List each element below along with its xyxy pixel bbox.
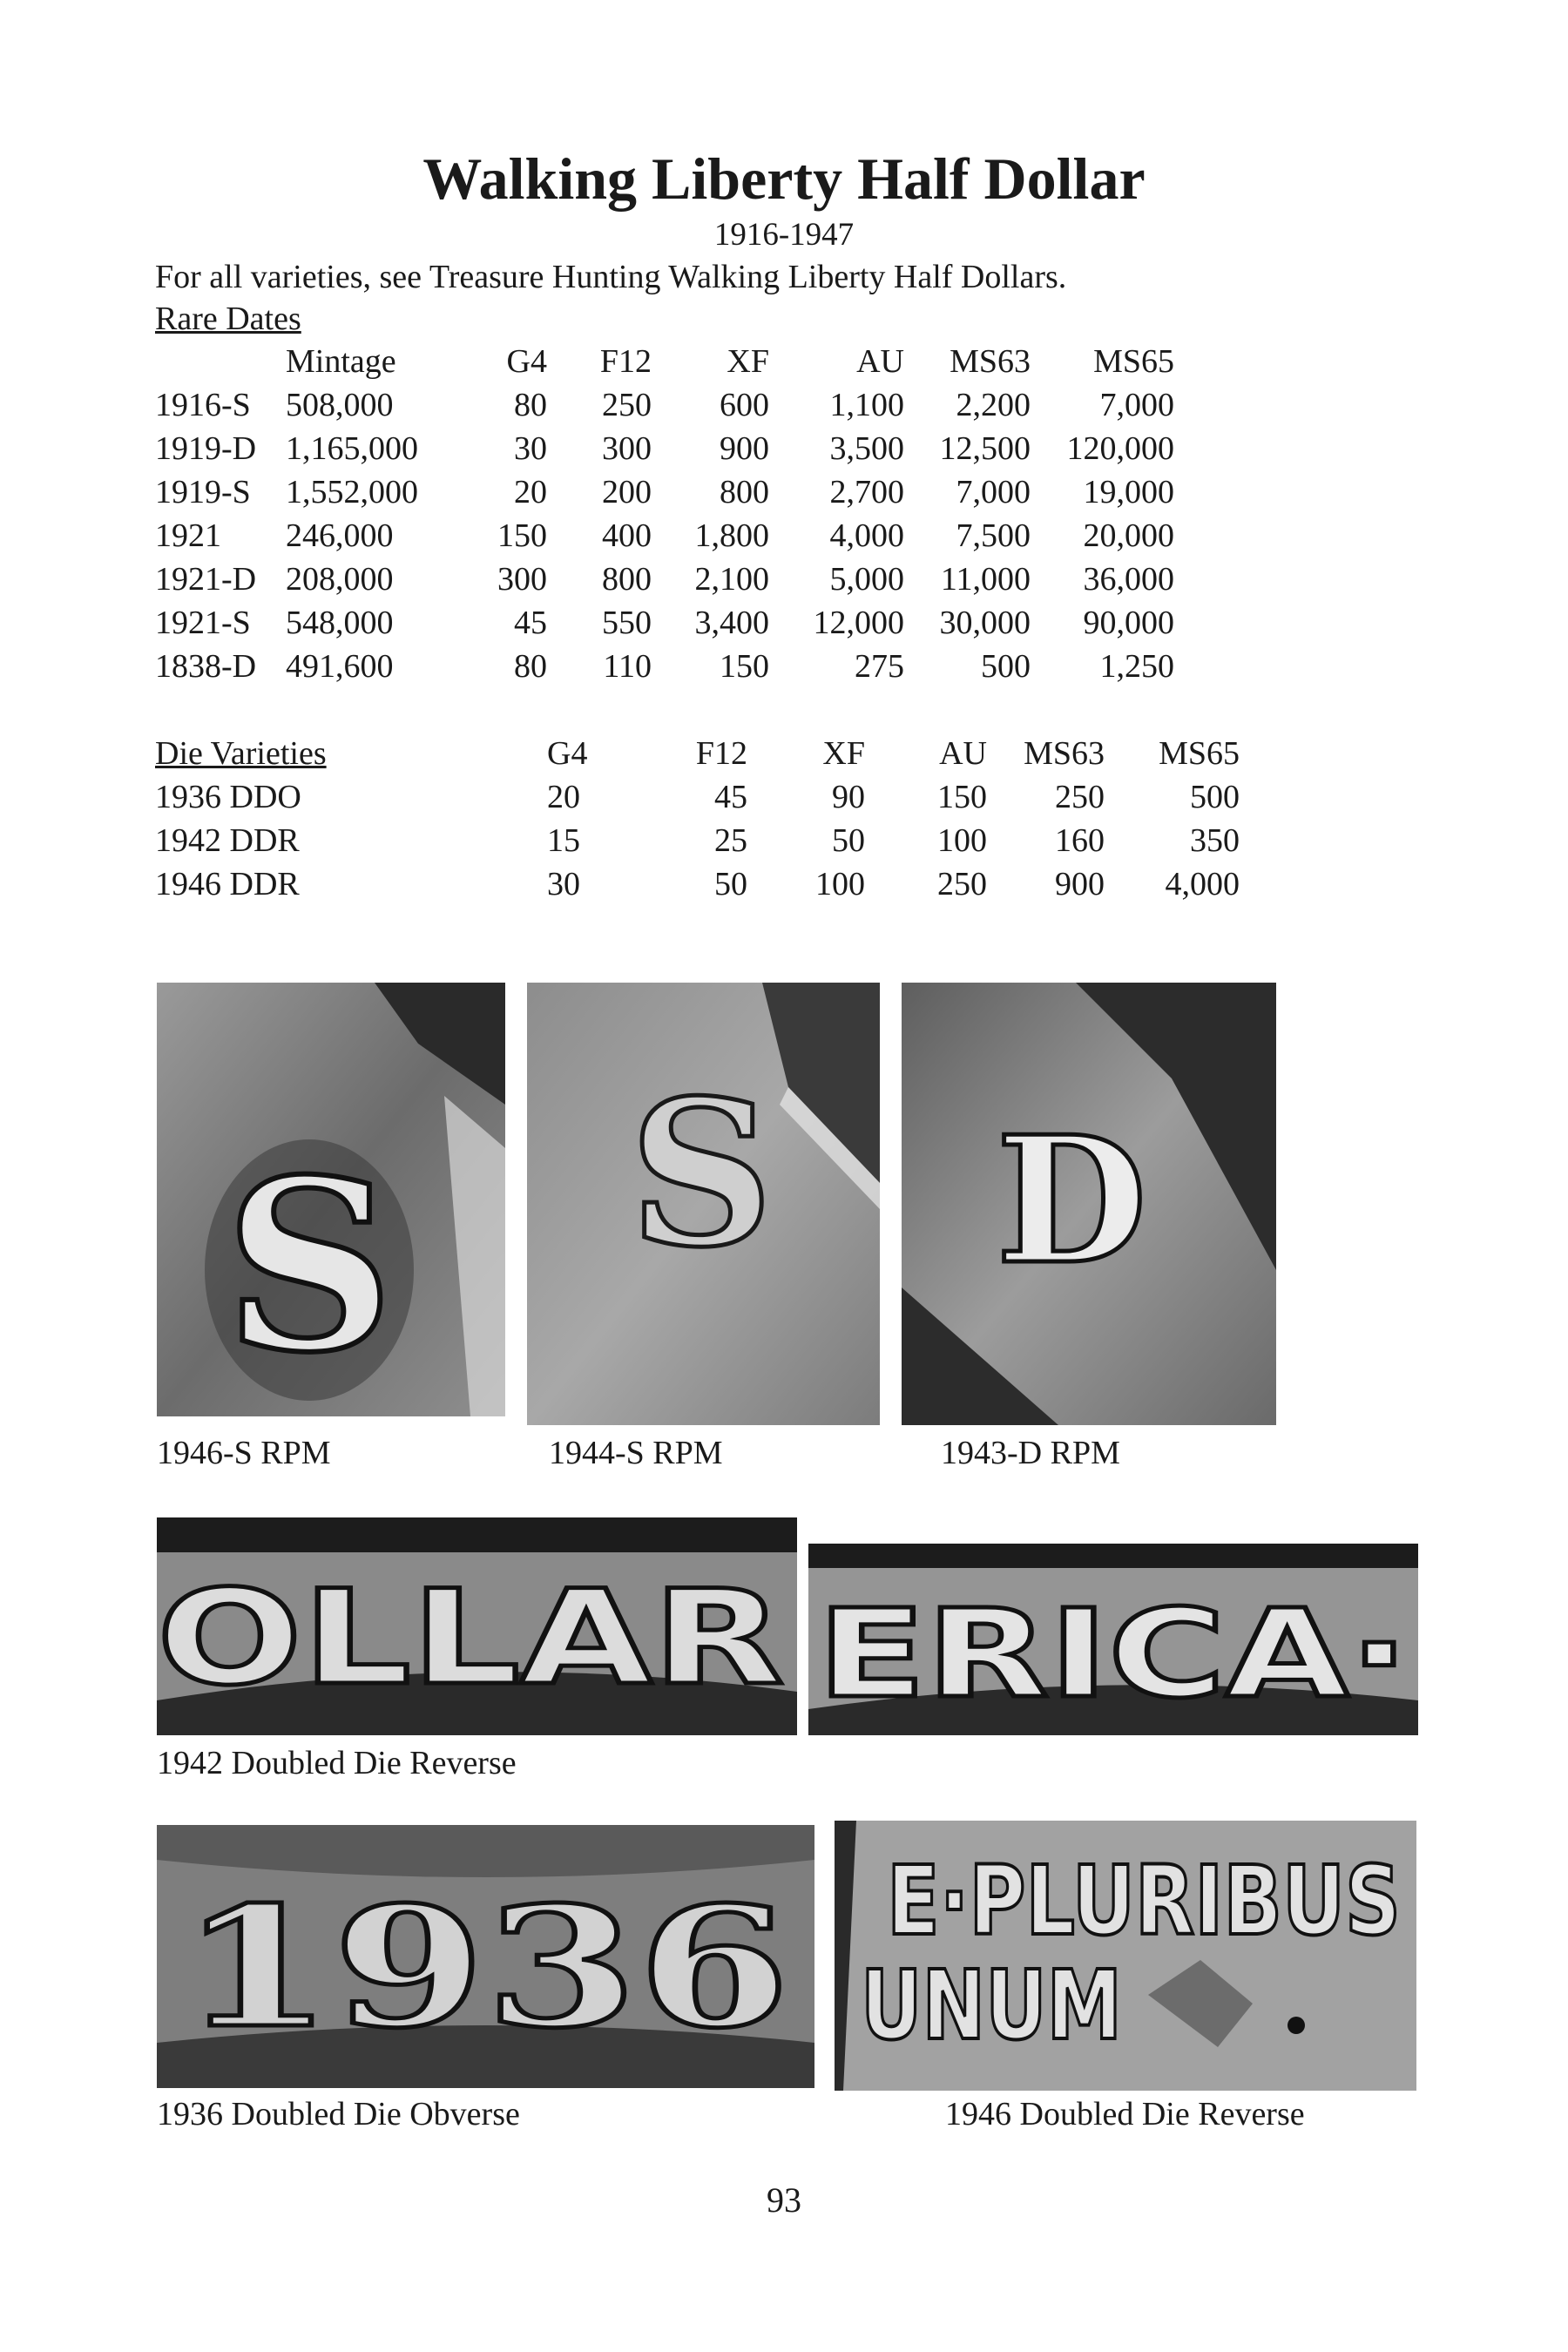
mintmark-glyph: D <box>996 1098 1147 1303</box>
row-date: 1921 <box>155 517 221 554</box>
row-f12: 800 <box>602 561 652 598</box>
photo-1943-d-mintmark <box>902 983 1276 1425</box>
row-xf: 90 <box>832 779 865 815</box>
row-mintage: 1,552,000 <box>286 474 418 510</box>
legend-glyph: ERICA· <box>817 1584 1409 1726</box>
header-xf: XF <box>727 343 769 380</box>
header-g4: G4 <box>547 735 588 772</box>
header-ms65: MS65 <box>1159 735 1240 772</box>
row-g4: 20 <box>514 474 547 510</box>
row-f12: 250 <box>602 387 652 423</box>
row-xf: 1,800 <box>694 517 769 554</box>
photo-1936-ddo-date <box>157 1825 814 2088</box>
table-row <box>155 383 1174 427</box>
row-f12: 45 <box>714 779 747 815</box>
reference-note: For all varieties, see Treasure Hunting Walking Liberty Half Dollars. <box>155 259 1067 295</box>
page-title: Walking Liberty Half Dollar <box>422 145 1146 212</box>
page-years: 1916-1947 <box>713 217 855 253</box>
row-au: 5,000 <box>829 561 904 598</box>
row-ms63: 2,200 <box>956 387 1031 423</box>
caption-1936-ddo: 1936 Doubled Die Obverse <box>157 2096 520 2132</box>
table-row <box>155 514 1174 558</box>
row-g4: 45 <box>514 605 547 641</box>
row-g4: 30 <box>514 430 547 467</box>
row-xf: 800 <box>720 474 769 510</box>
row-xf: 900 <box>720 430 769 467</box>
row-ms63: 12,500 <box>939 430 1031 467</box>
row-ms63: 7,500 <box>956 517 1031 554</box>
caption-1946-s-rpm: 1946-S RPM <box>157 1435 331 1471</box>
date-glyph: 1936 <box>180 1870 790 2065</box>
row-ms65: 19,000 <box>1083 474 1174 510</box>
row-ms65: 36,000 <box>1083 561 1174 598</box>
header-ms63: MS63 <box>950 343 1031 380</box>
row-f12: 25 <box>714 822 747 859</box>
row-xf: 600 <box>720 387 769 423</box>
row-variety: 1942 DDR <box>155 822 300 859</box>
rare-dates-header-row <box>155 340 1174 383</box>
row-variety: 1936 DDO <box>155 779 301 815</box>
row-g4: 20 <box>547 779 580 815</box>
row-ms63: 11,000 <box>940 561 1031 598</box>
page-number: 93 <box>767 2180 801 2220</box>
caption-1942-ddr: 1942 Doubled Die Reverse <box>157 1745 517 1781</box>
header-f12: F12 <box>599 343 652 380</box>
header-g4: G4 <box>506 343 547 380</box>
die-varieties-table <box>155 732 1240 906</box>
row-ms65: 1,250 <box>1099 648 1174 685</box>
header-ms65: MS65 <box>1093 343 1174 380</box>
table-row <box>155 558 1174 601</box>
row-mintage: 508,000 <box>286 387 394 423</box>
row-date: 1919-S <box>155 474 251 510</box>
die-varieties-header-row <box>155 732 1240 775</box>
row-g4: 15 <box>547 822 580 859</box>
die-varieties-label: Die Varieties <box>155 735 327 772</box>
row-f12: 400 <box>602 517 652 554</box>
row-xf: 3,400 <box>694 605 769 641</box>
row-au: 100 <box>937 822 987 859</box>
row-mintage: 246,000 <box>286 517 394 554</box>
row-ms65: 350 <box>1190 822 1240 859</box>
row-f12: 550 <box>602 605 652 641</box>
row-xf: 150 <box>720 648 769 685</box>
rare-dates-table <box>155 340 1174 688</box>
motto-line1: E·PLURIBUS <box>887 1845 1401 1957</box>
row-date: 1921-D <box>155 561 257 598</box>
photo-1946-ddr-motto <box>835 1821 1416 2091</box>
legend-glyph: OLLAR <box>157 1563 784 1714</box>
row-ms65: 7,000 <box>1099 387 1174 423</box>
table-row <box>155 427 1174 470</box>
row-ms65: 4,000 <box>1165 866 1240 902</box>
row-g4: 80 <box>514 387 547 423</box>
header-f12: F12 <box>695 735 747 772</box>
row-xf: 2,100 <box>694 561 769 598</box>
row-xf: 100 <box>815 866 865 902</box>
header-xf: XF <box>822 735 865 772</box>
header-mintage: Mintage <box>286 343 396 380</box>
row-au: 275 <box>855 648 904 685</box>
table-row <box>155 819 1240 862</box>
row-g4: 80 <box>514 648 547 685</box>
row-mintage: 208,000 <box>286 561 394 598</box>
table-row <box>155 470 1174 514</box>
row-ms63: 900 <box>1055 866 1105 902</box>
row-date: 1921-S <box>155 605 251 641</box>
header-au: AU <box>939 735 987 772</box>
caption-1943-d-rpm: 1943-D RPM <box>941 1435 1120 1471</box>
row-ms63: 160 <box>1055 822 1105 859</box>
table-row <box>155 601 1174 645</box>
row-mintage: 491,600 <box>286 648 394 685</box>
row-f12: 50 <box>714 866 747 902</box>
row-f12: 200 <box>602 474 652 510</box>
table-row <box>155 862 1240 906</box>
row-au: 1,100 <box>829 387 904 423</box>
row-ms65: 120,000 <box>1066 430 1174 467</box>
row-date: 1916-S <box>155 387 251 423</box>
row-ms65: 20,000 <box>1083 517 1174 554</box>
header-au: AU <box>856 343 904 380</box>
row-ms63: 500 <box>981 648 1031 685</box>
row-g4: 150 <box>497 517 547 554</box>
mintmark-glyph: S <box>628 1057 774 1292</box>
row-date: 1919-D <box>155 430 257 467</box>
row-variety: 1946 DDR <box>155 866 300 902</box>
caption-1944-s-rpm: 1944-S RPM <box>549 1435 723 1471</box>
row-au: 250 <box>937 866 987 902</box>
photo-1942-ddr-dollar <box>157 1517 797 1735</box>
row-ms65: 90,000 <box>1083 605 1174 641</box>
row-au: 2,700 <box>829 474 904 510</box>
row-ms63: 7,000 <box>956 474 1031 510</box>
row-au: 3,500 <box>829 430 904 467</box>
header-ms63: MS63 <box>1024 735 1105 772</box>
row-g4: 30 <box>547 866 580 902</box>
row-mintage: 1,165,000 <box>286 430 418 467</box>
row-au: 4,000 <box>829 517 904 554</box>
photo-1944-s-mintmark <box>527 983 880 1425</box>
row-xf: 50 <box>832 822 865 859</box>
row-ms65: 500 <box>1190 779 1240 815</box>
table-row <box>155 645 1174 688</box>
caption-1946-ddr: 1946 Doubled Die Reverse <box>945 2096 1305 2132</box>
motto-line2: UNUM <box>861 1950 1122 2061</box>
photo-1942-ddr-erica <box>808 1544 1418 1735</box>
row-date: 1838-D <box>155 648 257 685</box>
row-au: 150 <box>937 779 987 815</box>
row-au: 12,000 <box>813 605 904 641</box>
photo-1946-s-mintmark <box>157 983 505 1416</box>
row-ms63: 30,000 <box>939 605 1031 641</box>
mintmark-glyph: S <box>224 1127 395 1404</box>
row-f12: 110 <box>603 648 652 685</box>
row-mintage: 548,000 <box>286 605 394 641</box>
rare-dates-label: Rare Dates <box>155 301 301 337</box>
row-g4: 300 <box>497 561 547 598</box>
row-ms63: 250 <box>1055 779 1105 815</box>
table-row <box>155 775 1240 819</box>
row-f12: 300 <box>602 430 652 467</box>
